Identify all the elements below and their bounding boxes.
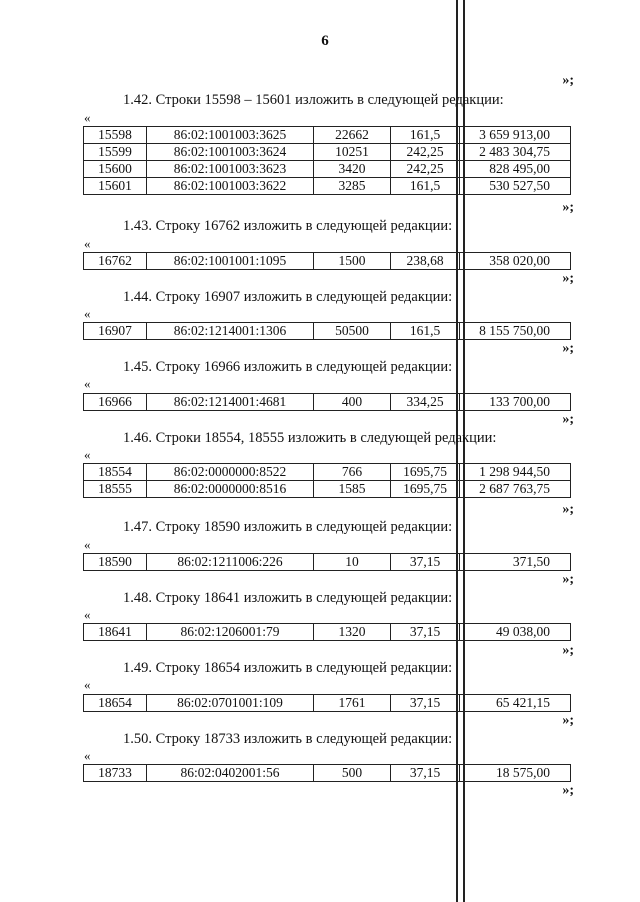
table-cell-cadastral-number: 86:02:0402001:56 <box>147 765 314 782</box>
table-cell-value: 8 155 750,00 <box>460 323 571 340</box>
table-row <box>84 253 571 270</box>
table-cell-rate: 161,5 <box>391 178 460 195</box>
table-cell-area: 1761 <box>314 695 391 712</box>
table-cell-area: 22662 <box>314 127 391 144</box>
closing-quote: »; <box>562 572 574 587</box>
table-cell-rate: 37,15 <box>391 554 460 571</box>
section-heading-1-48: 1.48. Строку 18641 изложить в следующей редакции: <box>123 590 453 606</box>
opening-quote: « <box>84 537 91 552</box>
table-cell-cadastral-number: 86:02:1214001:4681 <box>147 394 314 411</box>
closing-quote: »; <box>562 341 574 356</box>
table-cell-area: 1585 <box>314 481 391 498</box>
table-row <box>84 178 571 195</box>
table-row <box>84 464 571 481</box>
table-row <box>84 161 571 178</box>
table-cell-row-number: 18733 <box>84 765 147 782</box>
table-cell-cadastral-number: 86:02:1001003:3625 <box>147 127 314 144</box>
table-cell-row-number: 15601 <box>84 178 147 195</box>
table-cell-value: 371,50 <box>460 554 571 571</box>
table-cell-value: 358 020,00 <box>460 253 571 270</box>
table-cell-cadastral-number: 86:02:1214001:1306 <box>147 323 314 340</box>
closing-quote: »; <box>562 643 574 658</box>
table-cell-row-number: 15600 <box>84 161 147 178</box>
closing-quote: »; <box>562 783 574 798</box>
table-cell-cadastral-number: 86:02:1001003:3623 <box>147 161 314 178</box>
replacement-table-1-42 <box>83 126 571 195</box>
page-number: 6 <box>321 33 329 49</box>
table-cell-cadastral-number: 86:02:1001003:3622 <box>147 178 314 195</box>
table-cell-area: 1320 <box>314 624 391 641</box>
table-cell-row-number: 15598 <box>84 127 147 144</box>
table-cell-value: 18 575,00 <box>460 765 571 782</box>
closing-quote: »; <box>562 412 574 427</box>
closing-quote-previous: »; <box>562 73 574 88</box>
table-cell-cadastral-number: 86:02:0000000:8522 <box>147 464 314 481</box>
replacement-table-1-49 <box>83 694 571 712</box>
table-cell-area: 10 <box>314 554 391 571</box>
table-cell-area: 10251 <box>314 144 391 161</box>
table-row <box>84 695 571 712</box>
table-cell-rate: 161,5 <box>391 323 460 340</box>
table-cell-area: 766 <box>314 464 391 481</box>
opening-quote: « <box>84 447 91 462</box>
table-cell-rate: 1695,75 <box>391 464 460 481</box>
table-cell-row-number: 18590 <box>84 554 147 571</box>
table-cell-area: 3420 <box>314 161 391 178</box>
table-cell-rate: 37,15 <box>391 695 460 712</box>
opening-quote: « <box>84 607 91 622</box>
table-cell-area: 3285 <box>314 178 391 195</box>
opening-quote: « <box>84 677 91 692</box>
section-heading-1-47: 1.47. Строку 18590 изложить в следующей редакции: <box>123 519 453 535</box>
table-row <box>84 481 571 498</box>
closing-quote: »; <box>562 502 574 517</box>
table-cell-rate: 242,25 <box>391 144 460 161</box>
replacement-table-1-45 <box>83 393 571 411</box>
table-cell-rate: 37,15 <box>391 765 460 782</box>
table-cell-cadastral-number: 86:02:0701001:109 <box>147 695 314 712</box>
table-cell-cadastral-number: 86:02:1001003:3624 <box>147 144 314 161</box>
table-row <box>84 144 571 161</box>
replacement-table-1-43 <box>83 252 571 270</box>
section-heading-1-44: 1.44. Строку 16907 изложить в следующей редакции: <box>123 289 453 305</box>
table-cell-row-number: 16966 <box>84 394 147 411</box>
opening-quote: « <box>84 306 91 321</box>
replacement-table-1-46 <box>83 463 571 498</box>
table-cell-area: 400 <box>314 394 391 411</box>
table-cell-row-number: 16907 <box>84 323 147 340</box>
section-heading-1-43: 1.43. Строку 16762 изложить в следующей редакции: <box>123 218 453 234</box>
table-cell-area: 50500 <box>314 323 391 340</box>
replacement-table-1-48 <box>83 623 571 641</box>
table-cell-cadastral-number: 86:02:1211006:226 <box>147 554 314 571</box>
table-cell-rate: 37,15 <box>391 624 460 641</box>
table-cell-rate: 161,5 <box>391 127 460 144</box>
table-cell-area: 1500 <box>314 253 391 270</box>
opening-quote: « <box>84 236 91 251</box>
closing-quote: »; <box>562 200 574 215</box>
table-cell-row-number: 16762 <box>84 253 147 270</box>
table-cell-value: 3 659 913,00 <box>460 127 571 144</box>
table-row <box>84 323 571 340</box>
opening-quote: « <box>84 748 91 763</box>
table-row <box>84 127 571 144</box>
section-heading-1-42: 1.42. Строки 15598 – 15601 изложить в следующей редакции: <box>123 92 504 108</box>
opening-quote: « <box>84 110 91 125</box>
section-heading-1-45: 1.45. Строку 16966 изложить в следующей редакции: <box>123 359 453 375</box>
table-cell-value: 65 421,15 <box>460 695 571 712</box>
opening-quote: « <box>84 376 91 391</box>
table-cell-value: 1 298 944,50 <box>460 464 571 481</box>
table-cell-cadastral-number: 86:02:1001001:1095 <box>147 253 314 270</box>
section-heading-1-49: 1.49. Строку 18654 изложить в следующей редакции: <box>123 660 453 676</box>
table-row <box>84 394 571 411</box>
table-cell-rate: 1695,75 <box>391 481 460 498</box>
section-heading-1-50: 1.50. Строку 18733 изложить в следующей редакции: <box>123 731 453 747</box>
table-cell-value: 49 038,00 <box>460 624 571 641</box>
replacement-table-1-44 <box>83 322 571 340</box>
table-cell-rate: 242,25 <box>391 161 460 178</box>
table-cell-cadastral-number: 86:02:0000000:8516 <box>147 481 314 498</box>
table-cell-value: 530 527,50 <box>460 178 571 195</box>
table-cell-row-number: 15599 <box>84 144 147 161</box>
replacement-table-1-50 <box>83 764 571 782</box>
table-row <box>84 765 571 782</box>
table-cell-value: 828 495,00 <box>460 161 571 178</box>
replacement-table-1-47 <box>83 553 571 571</box>
table-cell-value: 2 687 763,75 <box>460 481 571 498</box>
table-cell-row-number: 18555 <box>84 481 147 498</box>
table-cell-cadastral-number: 86:02:1206001:79 <box>147 624 314 641</box>
section-heading-1-46: 1.46. Строки 18554, 18555 изложить в следующей редакции: <box>123 430 497 446</box>
table-cell-value: 133 700,00 <box>460 394 571 411</box>
table-cell-area: 500 <box>314 765 391 782</box>
closing-quote: »; <box>562 713 574 728</box>
table-cell-value: 2 483 304,75 <box>460 144 571 161</box>
table-row <box>84 554 571 571</box>
table-cell-rate: 238,68 <box>391 253 460 270</box>
table-cell-row-number: 18654 <box>84 695 147 712</box>
closing-quote: »; <box>562 271 574 286</box>
table-row <box>84 624 571 641</box>
table-cell-rate: 334,25 <box>391 394 460 411</box>
table-cell-row-number: 18554 <box>84 464 147 481</box>
table-cell-row-number: 18641 <box>84 624 147 641</box>
